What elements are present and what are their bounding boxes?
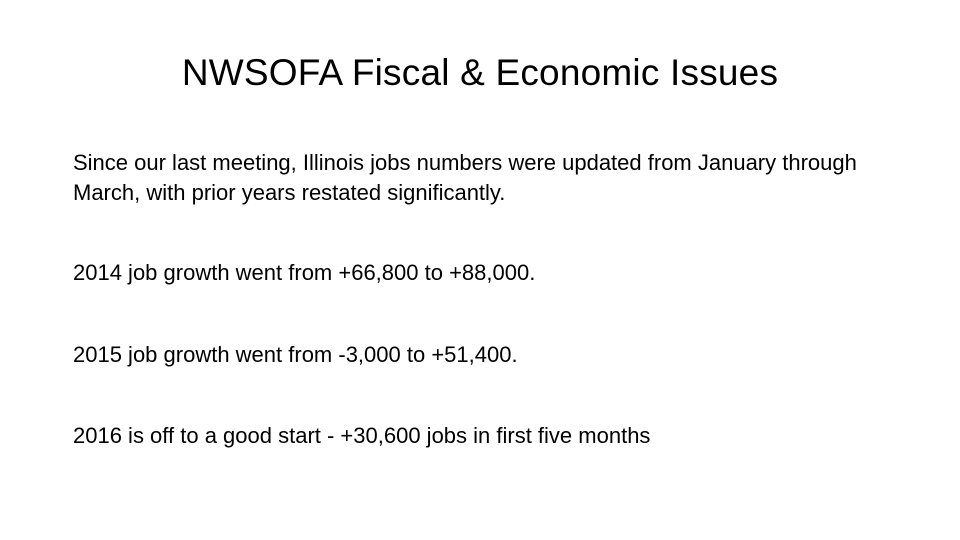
paragraph-2015-job-growth: 2015 job growth went from -3,000 to +51,400.: [73, 342, 518, 367]
slide-title: NWSOFA Fiscal & Economic Issues: [181, 52, 779, 93]
paragraph-2016-job-growth: 2016 is off to a good start - +30,600 jobs in first five months: [73, 423, 651, 448]
paragraph-last-meeting-update: Since our last meeting, Illinois jobs numbers were updated from January through March, with prior years restated significantly.: [73, 150, 857, 205]
paragraph-2014-job-growth: 2014 job growth went from +66,800 to +88,000.: [73, 260, 536, 285]
